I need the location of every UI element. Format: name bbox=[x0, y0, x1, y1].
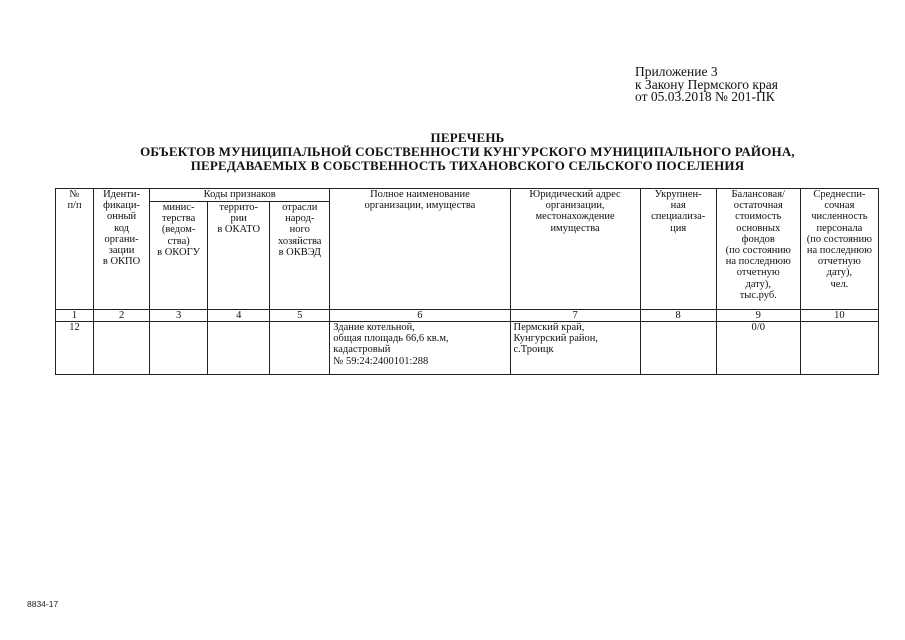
column-number: 8 bbox=[640, 310, 716, 322]
cell-full-name: Здание котельной, общая площадь 66,6 кв.м, кадастровый № 59:24:2400101:288 bbox=[330, 322, 510, 375]
header-okpo: Иденти- фикаци- онный код органи- зации в ОКПО bbox=[94, 189, 150, 310]
cell-specialization bbox=[640, 322, 716, 375]
cell-okpo bbox=[94, 322, 150, 375]
cell-okved bbox=[270, 322, 330, 375]
column-number: 1 bbox=[56, 310, 94, 322]
cell-row-number: 12 bbox=[56, 322, 94, 375]
header-okved: отрасли народ- ного хозяйства в ОКВЭД bbox=[270, 202, 330, 310]
title-line-2: ОБЪЕКТОВ МУНИЦИПАЛЬНОЙ СОБСТВЕННОСТИ КУНГУРСКОГО МУНИЦИПАЛЬНОГО РАЙОНА, bbox=[140, 144, 795, 159]
header-balance-value: Балансовая/ остаточная стоимость основных фондов (по состоянию на последнюю отчетную дату), тыс.руб. bbox=[716, 189, 800, 310]
column-number: 10 bbox=[800, 310, 878, 322]
title-line-1: ПЕРЕЧЕНЬ bbox=[430, 130, 505, 145]
header-row-top bbox=[56, 189, 879, 202]
header-address: Юридический адрес организации, местонахождение имущества bbox=[510, 189, 640, 310]
header-full-name: Полное наименование организации, имущества bbox=[330, 189, 510, 310]
appendix-line-3: от 05.03.2018 № 201-ПК bbox=[635, 89, 775, 104]
appendix-line-2: к Закону Пермского края bbox=[635, 76, 778, 92]
cell-okogu bbox=[150, 322, 208, 375]
header-okato: террито- рии в ОКАТО bbox=[208, 202, 270, 310]
table-row bbox=[56, 322, 879, 375]
document-title bbox=[60, 131, 875, 173]
cell-balance-value: 0/0 bbox=[716, 322, 800, 375]
property-table bbox=[55, 188, 879, 375]
column-number: 2 bbox=[94, 310, 150, 322]
appendix-reference bbox=[635, 66, 778, 104]
column-number: 6 bbox=[330, 310, 510, 322]
column-number: 5 bbox=[270, 310, 330, 322]
header-staff-count: Среднеспи- сочная численность персонала (по состоянию на последнюю отчетную дату), чел. bbox=[800, 189, 878, 310]
header-row-number: № п/п bbox=[56, 189, 94, 310]
column-number: 4 bbox=[208, 310, 270, 322]
column-number: 3 bbox=[150, 310, 208, 322]
column-number: 9 bbox=[716, 310, 800, 322]
column-number-row bbox=[56, 310, 879, 322]
cell-staff-count bbox=[800, 322, 878, 375]
cell-okato bbox=[208, 322, 270, 375]
document-code: 8834-17 bbox=[27, 599, 59, 609]
cell-address: Пермский край, Кунгурский район, с.Троицк bbox=[510, 322, 640, 375]
header-codes-group: Коды признаков bbox=[150, 189, 330, 202]
header-okogu: минис- терства (ведом- ства) в ОКОГУ bbox=[150, 202, 208, 310]
title-line-3: ПЕРЕДАВАЕМЫХ В СОБСТВЕННОСТЬ ТИХАНОВСКОГО СЕЛЬСКОГО ПОСЕЛЕНИЯ bbox=[190, 158, 745, 173]
appendix-line-1: Приложение 3 bbox=[635, 64, 718, 79]
column-number: 7 bbox=[510, 310, 640, 322]
header-specialization: Укрупнен- ная специализа- ция bbox=[640, 189, 716, 310]
